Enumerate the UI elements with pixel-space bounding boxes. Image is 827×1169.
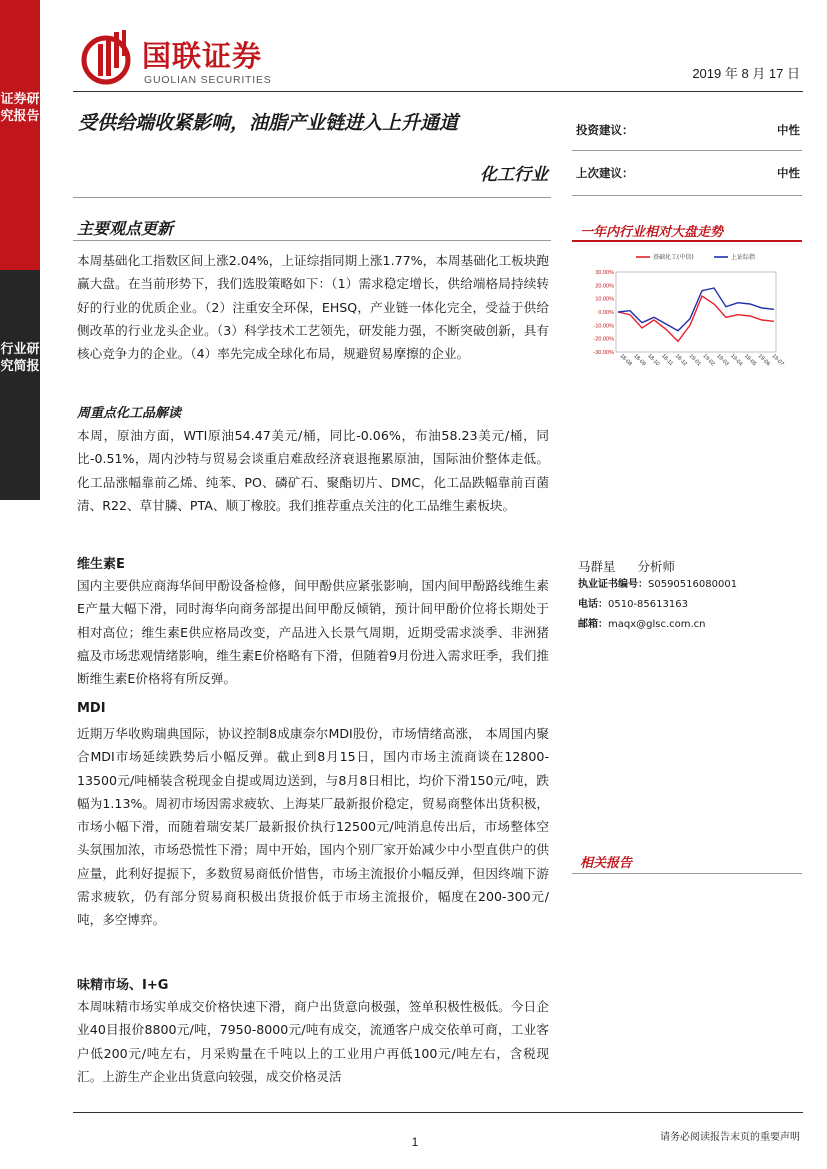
x-tick-label: 18-12 bbox=[673, 353, 689, 368]
x-tick-label: 19-06 bbox=[756, 353, 771, 368]
msg-paragraph: 本周味精市场实单成交价格快速下滑，商户出货意向极强，签单积极性极低。今日企业40目报价8800元/吨，7950-8000元/吨有成交，流通客户成交依单可商，工业客户低200元/吨左右，月采购量在千吨以上的工业用户再低100元/吨左右，含税现汇。上游生产企业出货意向较强，成交价格灵活 bbox=[77, 999, 549, 1084]
rating-divider bbox=[572, 195, 802, 196]
company-logo bbox=[80, 30, 310, 90]
sidebar-top-label: 证券研究报告 bbox=[0, 92, 40, 124]
y-tick-label: 10.00% bbox=[595, 296, 614, 303]
rating-value: 中性 bbox=[777, 123, 800, 137]
x-tick-label: 19-03 bbox=[715, 353, 730, 368]
y-tick-label: 30.00% bbox=[595, 270, 614, 276]
report-date: 2019 年 8 月 17 日 bbox=[692, 66, 800, 81]
mdi-paragraph: 近期万华收购瑞典国际，协议控制8成康奈尔MDI股份，市场情绪高涨， 本周国内聚合MDI市场延续跌势后小幅反弹。截止到8月15日，国内市场主流商谈在12800-13500元/吨桶装含税现金自提或周边送到，与8月8日相比，均价下滑150元/吨，跌幅为1.13%。周初市场因需求疲软、上海某厂最新报价稳定，贸易商整体出货积极，市场小幅下滑，而随着瑞安某厂最新报价执行12500元/吨消息传出后，市场整体空头氛围加浓，市场恐慌性下滑；周中开始，国内个别厂家开始减少中小型直供户的供应量，此利好提振下，多数贸易商低价惜售，市场主流报价小幅反弹，但因终端下游需求疲软，仍有部分贸易商积极出货报价低于市场主流报价，幅度在200-300元/吨，多空博弈。 bbox=[77, 726, 549, 928]
footer-disclaimer: 请务必阅读报告末页的重要声明 bbox=[660, 1132, 800, 1143]
header-divider bbox=[73, 91, 803, 92]
vitamin-e-paragraph: 国内主要供应商海华间甲酚设备检修，间甲酚供应紧张影响，国内间甲酚路线维生素E产量大幅下滑，同时海华向商务部提出间甲酚反倾销，预计间甲酚价位将长期处于相对高位；维生素E供应格局改变，产品进入长景气周期，近期受需求淡季、非洲猪瘟及市场悲观情绪影响，维生素E价格略有下滑，但随着9月份进入需求旺季，我们推断维生素E价格将有所反弹。 bbox=[77, 578, 549, 687]
x-tick-label: 19-01 bbox=[687, 353, 702, 368]
x-tick-label: 18-10 bbox=[646, 353, 661, 368]
related-divider bbox=[572, 873, 802, 874]
footer-divider bbox=[73, 1112, 803, 1113]
chemicals-paragraph: 本周，原油方面，WTI原油54.47美元/桶，同比-0.06%，布油58.23美元/桶，同比-0.51%，周内沙特与贸易会谈重启难敌经济衰退拖累原油，国际油价整体走低。化工品涨幅靠前乙烯、纯苯、PO、磷矿石、聚酯切片、DMC，化工品跌幅靠前百菌清、R22、草甘膦、PTA、顺丁橡胶。我们推荐重点关注的化工品维生素板块。 bbox=[77, 428, 549, 513]
analyst-name: 马群星 bbox=[578, 559, 616, 574]
phone-number: 0510-85613163 bbox=[608, 599, 688, 610]
section-heading: 主要观点更新 bbox=[77, 219, 174, 238]
title-divider bbox=[73, 197, 551, 198]
y-tick-label: 20.00% bbox=[595, 283, 614, 290]
cert-number: S0590516080001 bbox=[648, 579, 738, 590]
sidebar-top-band bbox=[0, 0, 40, 270]
y-tick-label: 0.00% bbox=[598, 310, 614, 316]
legend-label: 基础化工(中信) bbox=[653, 254, 694, 261]
rating-row-current bbox=[576, 122, 800, 138]
sidebar-bottom-band bbox=[0, 270, 40, 500]
logo-name-cn: 国联证券 bbox=[142, 39, 263, 73]
analyst-email bbox=[578, 615, 706, 630]
rating-value: 中性 bbox=[777, 166, 800, 180]
subsection-heading: 味精市场、I+G bbox=[77, 978, 169, 993]
phone-label: 电话： bbox=[578, 599, 608, 610]
rating-row-previous bbox=[576, 165, 800, 181]
analyst-role: 分析师 bbox=[637, 559, 676, 574]
analyst-phone bbox=[578, 595, 688, 610]
subsection-heading: 周重点化工品解读 bbox=[77, 406, 182, 421]
report-title: 受供给端收紧影响，油脂产业链进入上升通道 bbox=[78, 112, 459, 134]
subsection-heading: 维生素E bbox=[77, 557, 125, 572]
intro-paragraph: 本周基础化工指数区间上涨2.04%，上证综指同期上涨1.77%，本周基础化工板块跑赢大盘。在当前形势下，我们选股策略如下：（1）需求稳定增长，供给端格局持续转好的行业的优质企业。（2）注重安全环保，EHSQ，产业链一体化完全，受益于供给侧改革的行业龙头企业。（3）科学技术工艺领先，研发能力强，不断突破创新，具有核心竞争力的企业。（4）率先完成全球化布局，规避贸易摩擦的企业。 bbox=[77, 253, 549, 362]
series-line bbox=[618, 296, 774, 341]
email-label: 邮箱： bbox=[578, 619, 608, 630]
email-link[interactable]: maqx@glsc.com.cn bbox=[608, 619, 706, 630]
industry-label: 化工行业 bbox=[480, 165, 548, 185]
rating-label: 上次建议： bbox=[576, 166, 634, 180]
y-tick-label: -30.00% bbox=[593, 350, 614, 356]
chart-title: 一年内行业相对大盘走势 bbox=[580, 225, 724, 240]
x-tick-label: 18-11 bbox=[660, 353, 674, 368]
section-divider bbox=[73, 240, 551, 241]
chart-title-underline bbox=[572, 240, 802, 242]
rating-label: 投资建议： bbox=[576, 123, 634, 137]
page-number: 1 bbox=[411, 1135, 419, 1149]
x-tick-label: 19-07 bbox=[770, 353, 785, 368]
x-tick-label: 19-02 bbox=[701, 353, 716, 368]
x-tick-label: 18-08 bbox=[618, 353, 633, 368]
y-tick-label: -10.00% bbox=[593, 323, 614, 330]
cert-label: 执业证书编号： bbox=[578, 579, 648, 590]
y-tick-label: -20.00% bbox=[593, 336, 614, 343]
x-tick-label: 19-04 bbox=[729, 353, 744, 368]
x-tick-label: 19-05 bbox=[742, 353, 758, 368]
sidebar-bottom-label: 行业研究简报 bbox=[0, 342, 40, 374]
analyst-name-role bbox=[578, 557, 675, 575]
x-tick-label: 18-09 bbox=[632, 353, 647, 368]
rating-divider bbox=[572, 150, 802, 151]
logo-name-en: GUOLIAN SECURITIES bbox=[144, 74, 272, 86]
legend-label: 上证综指 bbox=[731, 254, 756, 261]
relative-performance-chart bbox=[572, 248, 802, 383]
logo-emblem-icon bbox=[80, 30, 136, 86]
related-reports-heading: 相关报告 bbox=[580, 856, 633, 871]
analyst-cert bbox=[578, 575, 737, 590]
subsection-heading: MDI bbox=[77, 701, 106, 716]
